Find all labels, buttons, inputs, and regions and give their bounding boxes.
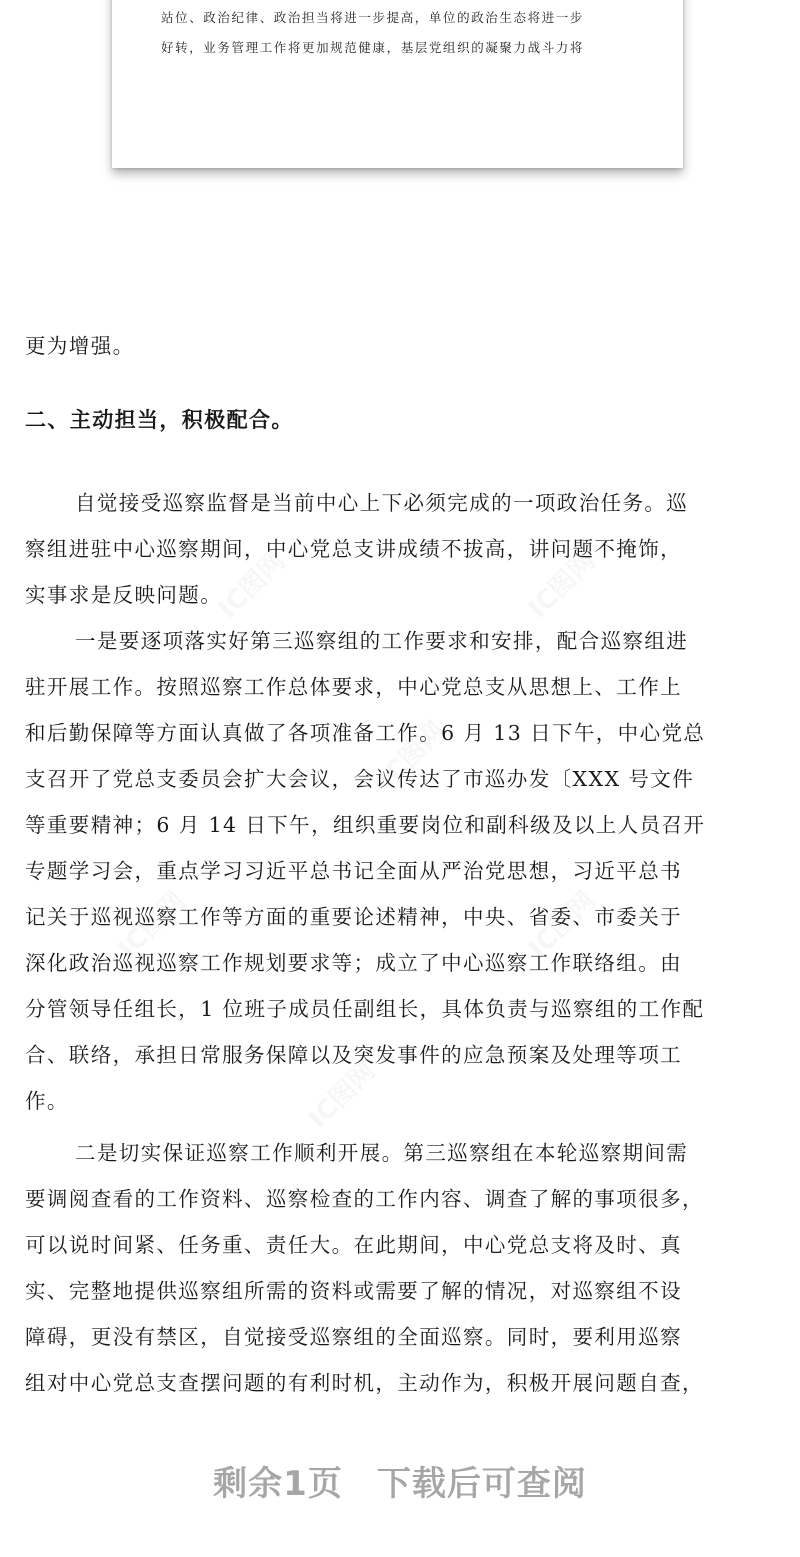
preview-line-1: 站位、政治纪律、政治担当将进一步提高，单位的政治生态将进一步: [161, 10, 585, 25]
doc-line: 自觉接受巡察监督是当前中心上下必须完成的一项政治任务。巡: [75, 491, 689, 515]
doc-line: 要调阅查看的工作资料、巡察检查的工作内容、调查了解的事项很多，: [25, 1187, 704, 1211]
doc-line: 等重要精神；6 月 14 日下午，组织重要岗位和副科级及以上人员召开: [25, 813, 706, 837]
remaining-pages-label: 剩余1页: [213, 1464, 343, 1504]
doc-line: 专题学习会，重点学习习近平总书记全面从严治党思想，习近平总书: [25, 859, 682, 883]
download-to-view-label: 下载后可查阅: [376, 1464, 587, 1504]
doc-line: 察组进驻中心巡察期间，中心党总支讲成绩不拔高，讲问题不掩饰，: [25, 537, 682, 561]
doc-line: 记关于巡视巡察工作等方面的重要论述精神，中央、省委、市委关于: [25, 905, 682, 929]
doc-line: 更为增强。: [25, 334, 135, 358]
doc-line: 一是要逐项落实好第三巡察组的工作要求和安排，配合巡察组进: [75, 629, 689, 653]
doc-line: 障碍，更没有禁区，自觉接受巡察组的全面巡察。同时，要利用巡察: [25, 1325, 682, 1349]
doc-line: 和后勤保障等方面认真做了各项准备工作。6 月 13 日下午，中心党总: [25, 721, 706, 745]
doc-line: 作。: [25, 1089, 69, 1113]
download-prompt[interactable]: [0, 1456, 800, 1505]
doc-line: 深化政治巡视巡察工作规划要求等；成立了中心巡察工作联络组。由: [25, 951, 682, 975]
doc-line: 驻开展工作。按照巡察工作总体要求，中心党总支从思想上、工作上: [25, 675, 682, 699]
doc-line: 合、联络，承担日常服务保障以及突发事件的应急预案及处理等项工: [25, 1043, 682, 1067]
preview-page-card: [112, 0, 683, 168]
doc-line: 支召开了党总支委员会扩大会议，会议传达了市巡办发〔XXX 号文件: [25, 767, 695, 791]
preview-line-2: 好转，业务管理工作将更加规范健康，基层党组织的凝聚力战斗力将: [161, 40, 585, 55]
doc-line: 实事求是反映问题。: [25, 583, 223, 607]
section-heading: 二、主动担当，积极配合。: [25, 408, 294, 432]
doc-line: 二是切实保证巡察工作顺利开展。第三巡察组在本轮巡察期间需: [75, 1141, 689, 1165]
doc-line: 实、完整地提供巡察组所需的资料或需要了解的情况，对巡察组不设: [25, 1279, 682, 1303]
doc-line: 组对中心党总支查摆问题的有利时机，主动作为，积极开展问题自查，: [25, 1371, 704, 1395]
doc-line: 分管领导任组长，1 位班子成员任副组长，具体负责与巡察组的工作配: [25, 997, 705, 1021]
doc-line: 可以说时间紧、任务重、责任大。在此期间，中心党总支将及时、真: [25, 1233, 682, 1257]
